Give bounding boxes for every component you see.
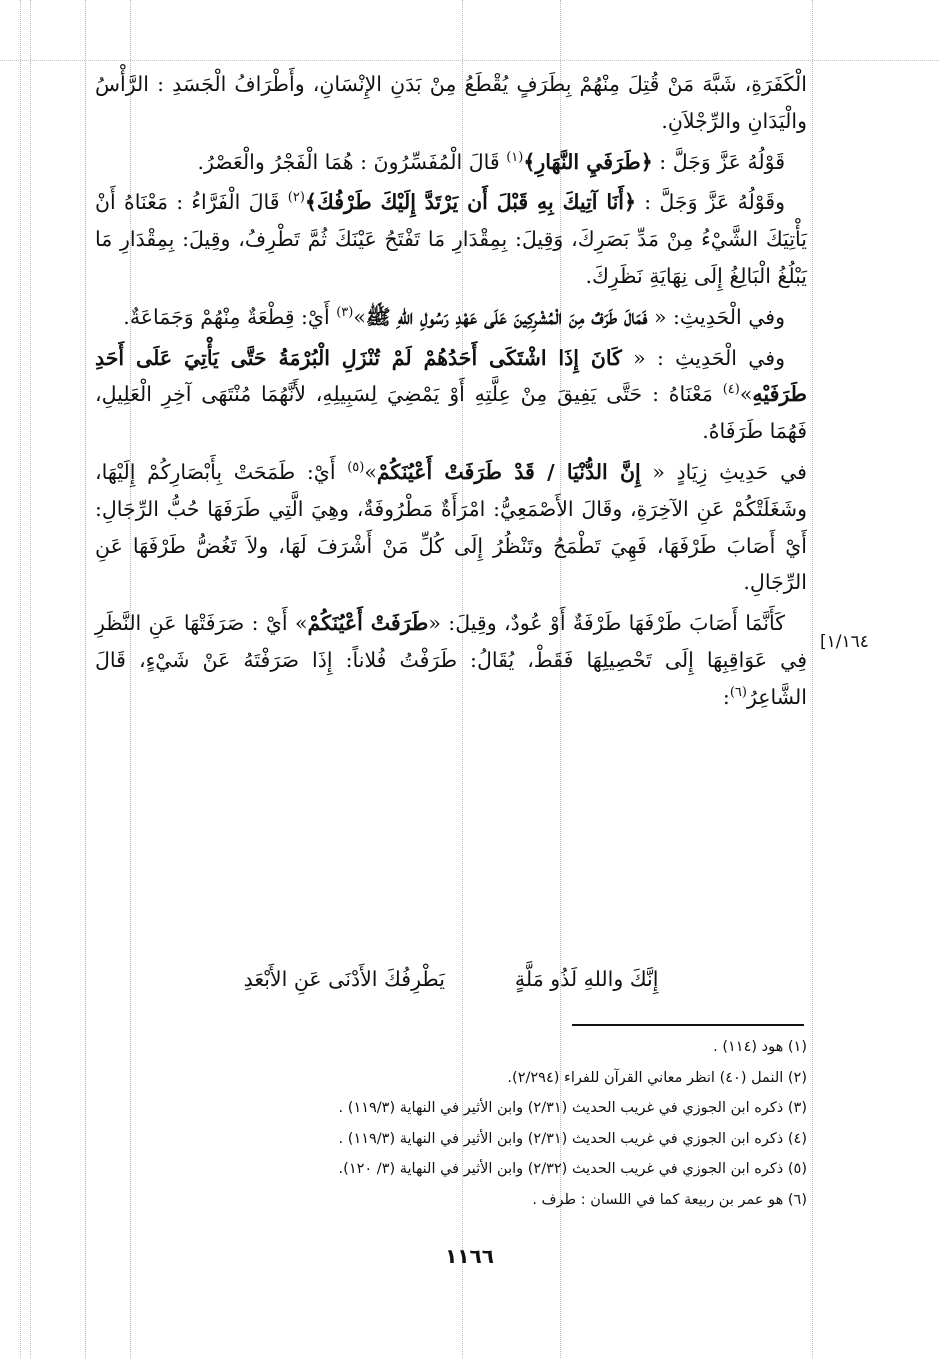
paragraph — [95, 299, 807, 336]
paragraph — [95, 454, 807, 601]
guide-line — [20, 0, 21, 1358]
guide-line — [30, 0, 31, 1358]
text-run: : — [722, 684, 730, 709]
body-text — [95, 66, 807, 720]
paragraph — [95, 340, 807, 450]
footnote-reference: (٣) — [336, 304, 354, 320]
footnotes — [107, 1032, 807, 1215]
text-run: مَعْنَاهُ : حَتَّى يَفِيقَ مِنْ عِلَّتِهِ أَوْ يَمْضِيَ لِسَبِيلِهِ، لأَنَّهُمَا مُنْتَهَى آخِرِ الْعَلِيلِ، فَهُمَا طَرَفَاهُ. — [95, 382, 807, 444]
guide-line — [812, 0, 813, 1358]
margin-folio-note: [١/١٦٤ — [820, 632, 869, 652]
quoted-text: طَرَفَتْ أَعْيُنَكُمْ — [307, 611, 429, 636]
text-run: » — [739, 382, 753, 407]
paragraph — [95, 605, 807, 715]
footnote-reference: (٤) — [722, 382, 740, 398]
verse-block — [95, 954, 807, 998]
footnote-reference: (٦) — [729, 684, 747, 700]
text-run: أَيْ: قِطْعَةٌ مِنْهُمْ وَجَمَاعَةٌ. — [123, 304, 337, 329]
text-run: الْكَفَرَةِ، شَبَّهَ مَنْ قُتِلَ مِنْهُمْ بِطَرَفٍ يُقْطَعُ مِنْ بَدَنِ الإِنْسَانِ، وأَطْرَافُ الْجَسَدِ : الرَّأْسُ والْيَدَانِ والرِّجْلاَنِ. — [95, 72, 807, 133]
footnote-reference: (١) — [506, 149, 524, 165]
quoted-text: فَمَالَ طَرَفٌ مِنَ الْمُشْرِكِينَ عَلَى عَهْدِ رَسُولِ اللهِ ﷺ — [365, 304, 648, 329]
text-run: » أَيْ : صَرَفَتْهَا عَنِ النَّظَرِ فِي عَوَاقِبِهَا إِلَى تَحْصِيلِهَا فَقَطْ، يُقَالُ: طَرَفْتُ فُلاناً: إِذَا صَرَفْتَهُ عَنْ شَيْءٍ، قَالَ الشَّاعِرُ — [95, 611, 807, 709]
footnote: (١) هود (١١٤) . — [713, 1039, 807, 1055]
text-run: » — [364, 459, 377, 484]
footnote-reference: (٢) — [287, 190, 305, 206]
text-run: وقَوْلُهُ عَزَّ وَجَلَّ : — [636, 190, 786, 215]
guide-line — [0, 60, 939, 61]
paragraph — [95, 184, 807, 294]
quoted-text: إِنَّ الدُّنْيَا / قَدْ طَرَفَتْ أَعْيُنَكُمْ — [376, 459, 641, 484]
footnote: (٢) النمل (٤٠) انظر معاني القرآن للفراء (٢/٢٩٤). — [507, 1069, 807, 1086]
footnote: (٦) هو عمر بن ربيعة كما في اللسان : طرف . — [532, 1191, 807, 1208]
text-run: وفي الْحَدِيثِ : « — [621, 345, 785, 370]
text-run: أَيْ: طَمَحَتْ بِأَبْصَارِكُمْ إِلَيْهَا، وشَغَلَتْكُمْ عَنِ الآخِرَةِ، وقَالَ الأَصْمَعِيُّ: امْرَأَةٌ مَطْرُوفَةٌ، وهِيَ الَّتِي طَرَفَهَا حُبُّ الرِّجَالِ: أَيْ أَصَابَ طَرْفَهَا، فَهِيَ تَطْمَحُ وتَنْظُرُ إِلَى كُلِّ مَنْ أَشْرَفَ لَهَا، ولاَ تَغُضُّ طَرْفَهَا عَنِ الرِّجَالِ. — [95, 459, 807, 595]
paragraph — [95, 144, 807, 181]
footnote: (٥) ذكره ابن الجوزي في غريب الحديث (٢/٣٢) وابن الأثير في النهاية (٣/ ١٢٠). — [338, 1161, 807, 1177]
footnote-separator — [572, 1024, 804, 1026]
paragraph — [95, 66, 807, 140]
page-number: ١١٦٦ — [445, 1244, 494, 1268]
text-run: قَالَ الْفَرَّاءُ : مَعْنَاهُ أَنْ يَأْتِيَكَ الشَّيْءُ مِنْ مَدِّ بَصَرِكَ، وَقِيلَ: بِمِقْدَارِ مَا تَفْتَحُ عَيْنَكَ ثُمَّ تَطْرِفُ، وقِيلَ: بِمِقْدَارِ مَا يَبْلُغُ الْبَالِغُ إِلَى نِهَايَةِ نَظَرِكَ. — [95, 190, 807, 288]
verse-second-hemistich: يَطْرِفُكَ الأَدْنَى عَنِ الأَبْعَدِ — [243, 967, 445, 991]
quoted-text: ﴿طَرَفَيِ النَّهَارِ﴾ — [523, 149, 653, 174]
footnote: (٣) ذكره ابن الجوزي في غريب الحديث (٢/٣١) وابن الأثير في النهاية (١١٩/٣) . — [338, 1100, 807, 1116]
footnote: (٤) ذكره ابن الجوزي في غريب الحديث (٢/٣١) وابن الأثير في النهاية (١١٩/٣) . — [338, 1130, 807, 1147]
quoted-text: ﴿أَنَا آتِيكَ بِهِ قَبْلَ أَن يَرْتَدَّ إِلَيْكَ طَرْفُكَ﴾ — [304, 190, 636, 215]
text-run: في حَدِيثِ زِيَادٍ « — [640, 459, 807, 484]
guide-line — [85, 0, 86, 1358]
text-run: قَالَ الْمُفَسِّرُونَ : هُمَا الْفَجْرُ والْعَصْرُ. — [197, 149, 507, 174]
footnote-reference: (٥) — [347, 460, 365, 476]
verse-first-hemistich: إِنَّكَ واللهِ لَذُو مَلَّةٍ — [514, 967, 659, 991]
text-run: قَوْلُهُ عَزَّ وَجَلَّ : — [652, 149, 785, 174]
text-run: وفي الْحَدِيثِ: « — [647, 304, 785, 329]
text-run: كَأَنَّمَا أَصَابَ طَرْفَهَا طَرْفَةٌ أَوْ عُودٌ، وقِيلَ: « — [428, 611, 785, 636]
quoted-text: كَانَ إِذَا اشْتَكَى أَحَدُهُمْ لَمْ تُنْزَلِ الْبُرْمَةُ حَتَّى يَأْتِيَ عَلَى أَحَدِ طَرَفَيْهِ — [95, 345, 807, 407]
text-run: » — [353, 304, 366, 329]
